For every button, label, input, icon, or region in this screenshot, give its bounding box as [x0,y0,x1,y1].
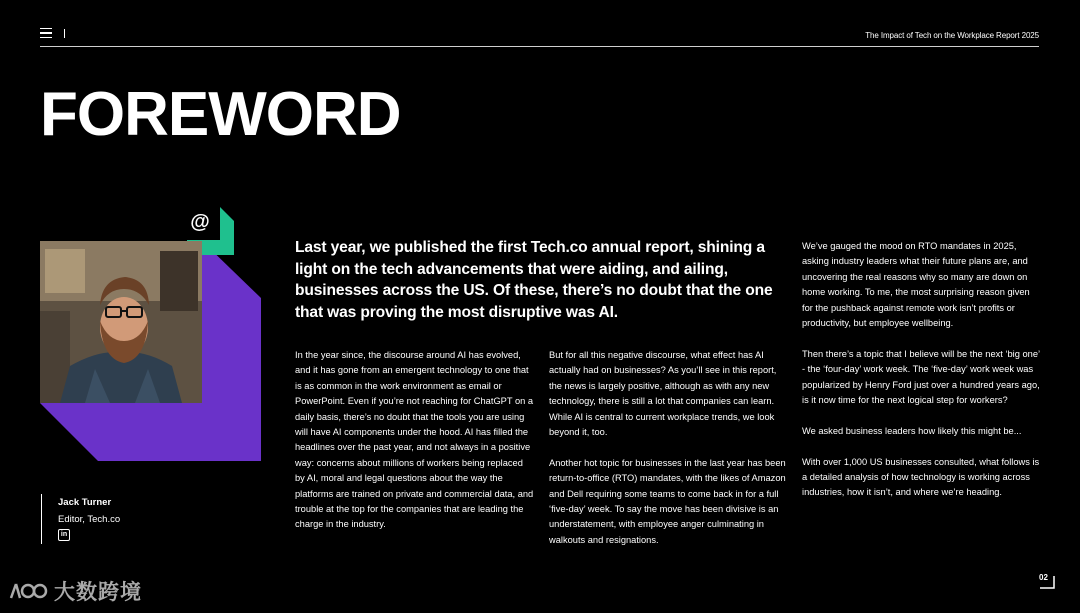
header-bar [40,24,1039,47]
paragraph: We asked business leaders how likely this might be... [802,425,1022,436]
paragraph: With over 1,000 US businesses consulted, what follows is a detailed analysis of how technology is working across industries, how it isn’t, and where we’re heading. [802,456,1040,498]
watermark [8,576,142,606]
paragraph: But for all this negative discourse, what effect has AI actually had on businesses? As you’ll see in this report, the news is largely positive, although as with any new technology, there is still a lot that companies can learn. While AI is central to current workplace trends, we look beyond it, too. [549,350,777,438]
body-column-3 [802,239,1042,516]
body-column-2 [549,348,789,564]
page-number: 02 [1039,573,1048,582]
lead-paragraph: Last year, we published the first Tech.co annual report, shining a light on the tech advancements that were aiding, and ailing, businesses across the US. Of these, there’s no doubt that the one that was proving the most disruptive was AI. [295,239,773,321]
report-title: The Impact of Tech on the Workplace Report 2025 [865,31,1039,40]
at-icon: @ [190,211,210,233]
paragraph: In the year since, the discourse around AI has evolved, and it has gone from an emergent technology to one that is as common in the work environment as email or PowerPoint. Even if you’re not reaching for ChatGPT on a daily basis, there’s no doubt that the tools you are using will have AI components under the hood. AI has filled the headlines over the past year, and not always in a positive way: concerns about millions of workers being replaced by AI, moral and legal questions about the way the platforms are trained on private and commercial data, and trouble at the top for the companies that are leading the charge in the industry. [295,350,534,530]
author-name: Jack Turner [58,497,112,508]
page-title: FOREWORD [40,80,401,149]
linkedin-icon[interactable]: in [58,529,70,541]
author-photo [40,241,202,403]
body-column-1 [295,348,535,548]
watermark-logo-icon [8,578,48,604]
paragraph: Another hot topic for businesses in the last year has been return-to-office (RTO) mandates, with the likes of Amazon and Dell requiring some teams to come back in for a full ‘five-day’ week. To say the move has been divisive is an understatement, with employee anger culminating in walkouts and resignations. [549,457,786,545]
author-role: Editor, Tech.co [58,514,121,525]
paragraph: Then there’s a topic that I believe will be the next ‘big one’ - the ‘four-day’ work week. The ‘five-day’ work week was popularized by Henry Ford just over a hundred years ago, is it now time for the next logical step for workers? [802,348,1040,406]
author-block [41,494,120,544]
header-divider [64,29,65,38]
menu-icon[interactable] [40,28,52,38]
watermark-text: 大数跨境 [54,581,142,604]
paragraph: We’ve gauged the mood on RTO mandates in 2025, asking industry leaders what their future plans are, and uncovering the real reasons why so many are down on home working. To me, the most surprising reason given for the pushback against remote work isn’t profits or productivity, but employee wellbeing. [802,241,1030,329]
